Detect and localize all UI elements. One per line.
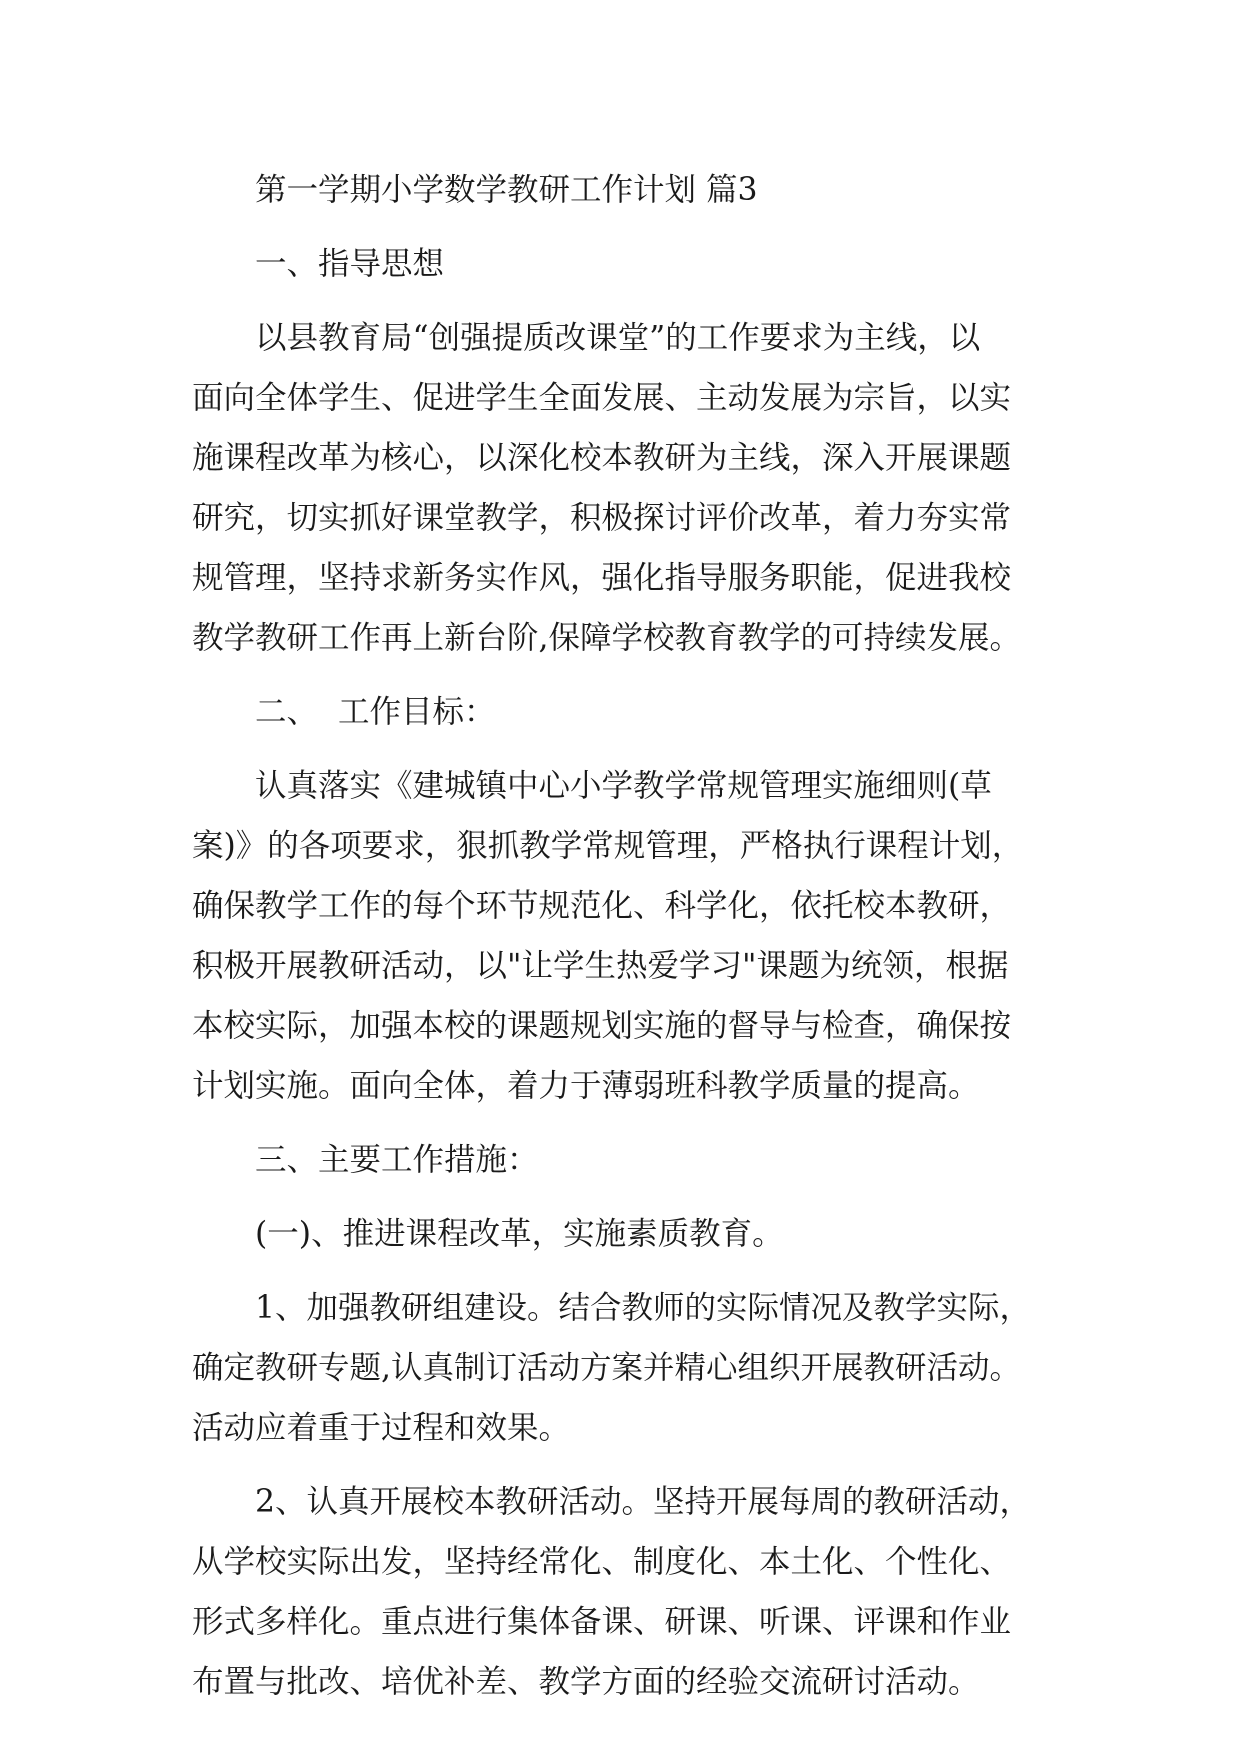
section-heading-1: 一、指导思想: [255, 246, 445, 282]
paragraph-line: 形式多样化。重点进行集体备课、研课、听课、评课和作业: [192, 1604, 1012, 1640]
paragraph-line: 计划实施。面向全体，着力于薄弱班科教学质量的提高。: [192, 1068, 980, 1104]
document-page: [192, 160, 1052, 1712]
paragraph-line: 面向全体学生、促进学生全面发展、主动发展为宗旨，以实: [192, 380, 1012, 416]
paragraph-line: 1、加强教研组建设。结合教师的实际情况及教学实际，: [255, 1290, 1032, 1326]
paragraph-line: 从学校实际出发，坚持经常化、制度化、本土化、个性化、: [192, 1544, 1012, 1580]
paragraph-line: 活动应着重于过程和效果。: [192, 1410, 571, 1446]
paragraph-line: 案)》的各项要求，狠抓教学常规管理，严格执行课程计划，: [192, 828, 1024, 864]
paragraph: [192, 756, 1052, 1116]
paragraph-line: 2、认真开展校本教研活动。坚持开展每周的教研活动，: [255, 1484, 1032, 1520]
paragraph-line: 研究，切实抓好课堂教学，积极探讨评价改革，着力夯实常: [192, 500, 1012, 536]
paragraph-line: 教学教研工作再上新台阶,保障学校教育教学的可持续发展。: [192, 620, 1022, 656]
paragraph-line: 确保教学工作的每个环节规范化、科学化，依托校本教研，: [192, 888, 1012, 924]
paragraph: [192, 1472, 1052, 1712]
paragraph-line: 认真落实《建城镇中心小学教学常规管理实施细则(草: [255, 768, 992, 804]
paragraph-line: 本校实际，加强本校的课题规划实施的督导与检查，确保按: [192, 1008, 1012, 1044]
paragraph-line: 确定教研专题,认真制订活动方案并精心组织开展教研活动。: [192, 1350, 1022, 1386]
subsection-heading: (一)、推进课程改革，实施素质教育。: [255, 1216, 784, 1252]
paragraph-line: 规管理，坚持求新务实作风，强化指导服务职能，促进我校: [192, 560, 1012, 596]
section-heading-2: 二、 工作目标：: [255, 694, 496, 730]
section-heading-3: 三、主要工作措施：: [255, 1142, 539, 1178]
paragraph: [192, 1278, 1052, 1458]
document-title: 第一学期小学数学教研工作计划 篇3: [255, 172, 758, 208]
paragraph-line: 布置与批改、培优补差、教学方面的经验交流研讨活动。: [192, 1664, 980, 1700]
paragraph-line: 积极开展教研活动，以"让学生热爱学习"课题为统领，根据: [192, 948, 1009, 984]
paragraph-line: 施课程改革为核心，以深化校本教研为主线，深入开展课题: [192, 440, 1012, 476]
paragraph: [192, 308, 1052, 668]
paragraph-line: 以县教育局“创强提质改课堂”的工作要求为主线，以: [255, 320, 981, 356]
